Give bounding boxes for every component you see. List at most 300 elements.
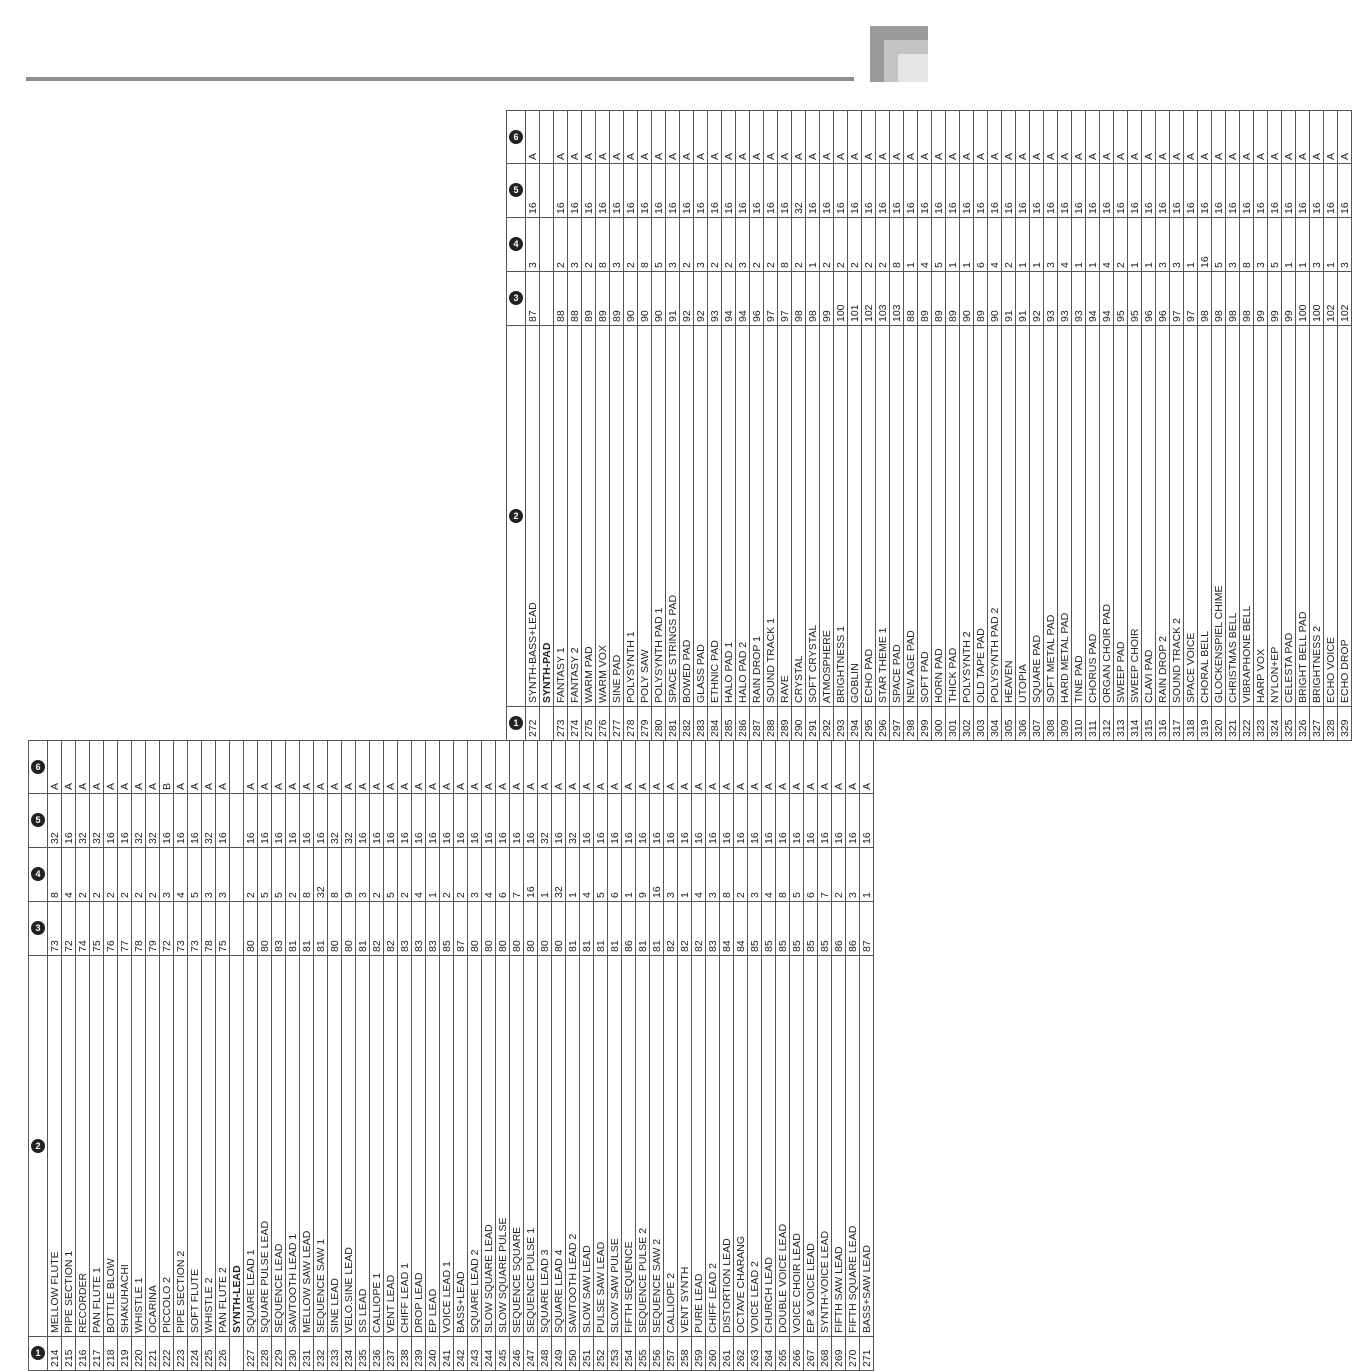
max-polyphony-cell: 16 bbox=[468, 794, 482, 848]
dsp-type-cell: A bbox=[820, 111, 834, 164]
tone-name-cell: SOUND TRACK 1 bbox=[764, 326, 778, 707]
program-change-cell: 85 bbox=[804, 902, 818, 956]
dsp-type-cell: A bbox=[244, 741, 258, 794]
category-row bbox=[230, 741, 244, 1371]
max-polyphony-cell: 16 bbox=[776, 794, 790, 848]
max-polyphony-cell: 16 bbox=[1030, 164, 1044, 218]
tone-number-cell: 322 bbox=[1240, 707, 1254, 741]
table-row bbox=[1338, 111, 1352, 741]
tone-name-cell: FANTASY 2 bbox=[568, 326, 582, 707]
program-change-cell: 99 bbox=[1282, 272, 1296, 326]
tone-number-cell: 309 bbox=[1058, 707, 1072, 741]
dsp-type-cell: B bbox=[160, 741, 174, 794]
dsp-type-cell: A bbox=[258, 741, 272, 794]
tone-number-cell: 217 bbox=[90, 1337, 104, 1371]
tone-name-cell: SOFT FLUTE bbox=[188, 956, 202, 1337]
tone-number-cell: 255 bbox=[636, 1337, 650, 1371]
table-row bbox=[1324, 111, 1338, 741]
max-polyphony-cell: 16 bbox=[890, 164, 904, 218]
dsp-type-cell: A bbox=[1254, 111, 1268, 164]
tone-name-cell: POLYSYNTH 1 bbox=[624, 326, 638, 707]
tone-number-cell: 276 bbox=[596, 707, 610, 741]
dsp-type-cell: A bbox=[342, 741, 356, 794]
tone-name-cell: SLOW SAW PULSE bbox=[608, 956, 622, 1337]
tone-name-cell: SEQUENCE PULSE 1 bbox=[524, 956, 538, 1337]
dsp-type-cell: A bbox=[580, 741, 594, 794]
bank-msb-cell: 2 bbox=[1114, 218, 1128, 272]
program-change-cell: 98 bbox=[806, 272, 820, 326]
bank-msb-cell: 2 bbox=[582, 218, 596, 272]
bank-msb-cell: 9 bbox=[636, 848, 650, 902]
max-polyphony-cell: 16 bbox=[526, 164, 540, 218]
bank-msb-cell: 3 bbox=[526, 218, 540, 272]
tone-number-cell: 232 bbox=[314, 1337, 328, 1371]
max-polyphony-cell: 16 bbox=[426, 794, 440, 848]
program-change-cell bbox=[230, 902, 244, 956]
table-row bbox=[244, 741, 258, 1371]
table-row bbox=[666, 111, 680, 741]
table-row bbox=[624, 111, 638, 741]
bank-msb-cell: 6 bbox=[974, 218, 988, 272]
tone-number-cell: 316 bbox=[1156, 707, 1170, 741]
dsp-type-cell: A bbox=[1226, 111, 1240, 164]
bank-msb-cell: 3 bbox=[736, 218, 750, 272]
program-change-cell: 85 bbox=[818, 902, 832, 956]
bank-msb-cell: 5 bbox=[652, 218, 666, 272]
tone-name-cell: FIFTH SEQUENCE bbox=[622, 956, 636, 1337]
table-row bbox=[932, 111, 946, 741]
dsp-type-cell: A bbox=[666, 111, 680, 164]
program-change-cell: 81 bbox=[594, 902, 608, 956]
dsp-type-cell: A bbox=[552, 741, 566, 794]
table-row bbox=[146, 741, 160, 1371]
table-row bbox=[750, 111, 764, 741]
tone-number-cell: 329 bbox=[1338, 707, 1352, 741]
column-header-4 bbox=[29, 848, 48, 902]
tone-name-cell: PULSE SAW LEAD bbox=[594, 956, 608, 1337]
table-row bbox=[356, 741, 370, 1371]
max-polyphony-cell: 16 bbox=[666, 164, 680, 218]
table-row bbox=[594, 741, 608, 1371]
table-row bbox=[708, 111, 722, 741]
max-polyphony-cell: 16 bbox=[622, 794, 636, 848]
program-change-cell: 88 bbox=[904, 272, 918, 326]
table-row bbox=[860, 741, 874, 1371]
table-row bbox=[468, 741, 482, 1371]
table-row bbox=[202, 741, 216, 1371]
bank-msb-cell: 2 bbox=[624, 218, 638, 272]
column-header-2 bbox=[29, 956, 48, 1337]
tone-name-cell: MELLOW SAW LEAD bbox=[300, 956, 314, 1337]
table-row bbox=[1184, 111, 1198, 741]
dsp-type-cell: A bbox=[1072, 111, 1086, 164]
table-row bbox=[762, 741, 776, 1371]
program-change-cell: 72 bbox=[160, 902, 174, 956]
program-change-cell: 98 bbox=[1212, 272, 1226, 326]
bank-msb-cell: 5 bbox=[272, 848, 286, 902]
max-polyphony-cell: 32 bbox=[90, 794, 104, 848]
tone-number-cell: 314 bbox=[1128, 707, 1142, 741]
tone-number-cell: 243 bbox=[468, 1337, 482, 1371]
bank-msb-cell: 2 bbox=[398, 848, 412, 902]
tone-number-cell: 291 bbox=[806, 707, 820, 741]
tone-number-cell: 259 bbox=[692, 1337, 706, 1371]
table-row bbox=[1058, 111, 1072, 741]
table-row bbox=[792, 111, 806, 741]
table-row bbox=[904, 111, 918, 741]
tone-number-cell: 277 bbox=[610, 707, 624, 741]
tone-number-cell: 239 bbox=[412, 1337, 426, 1371]
bank-msb-cell: 5 bbox=[384, 848, 398, 902]
bank-msb-cell: 1 bbox=[946, 218, 960, 272]
tone-number-cell: 219 bbox=[118, 1337, 132, 1371]
tone-number-cell: 229 bbox=[272, 1337, 286, 1371]
tone-name-cell: PAN FLUTE 1 bbox=[90, 956, 104, 1337]
tone-name-cell: VIBRAPHONE BELL bbox=[1240, 326, 1254, 707]
table-row bbox=[610, 111, 624, 741]
table-row bbox=[566, 741, 580, 1371]
tone-name-cell: WHISTLE 1 bbox=[132, 956, 146, 1337]
bank-msb-cell: 2 bbox=[118, 848, 132, 902]
table-row bbox=[482, 741, 496, 1371]
program-change-cell: 73 bbox=[188, 902, 202, 956]
dsp-type-cell: A bbox=[524, 741, 538, 794]
tone-number-cell: 311 bbox=[1086, 707, 1100, 741]
program-change-cell: 80 bbox=[538, 902, 552, 956]
bank-msb-cell: 1 bbox=[538, 848, 552, 902]
tone-name-cell: HALO PAD 1 bbox=[722, 326, 736, 707]
table-row bbox=[652, 111, 666, 741]
max-polyphony-cell: 16 bbox=[904, 164, 918, 218]
tone-number-cell: 218 bbox=[104, 1337, 118, 1371]
max-polyphony-cell: 16 bbox=[680, 164, 694, 218]
program-change-cell: 89 bbox=[918, 272, 932, 326]
bank-msb-cell: 1 bbox=[1128, 218, 1142, 272]
max-polyphony-cell: 16 bbox=[1282, 164, 1296, 218]
tone-number-cell: 249 bbox=[552, 1337, 566, 1371]
dsp-type-cell: A bbox=[608, 741, 622, 794]
max-polyphony-cell: 16 bbox=[610, 164, 624, 218]
tone-name-cell: CHORUS PAD bbox=[1086, 326, 1100, 707]
max-polyphony-cell: 32 bbox=[328, 794, 342, 848]
dsp-type-cell: A bbox=[932, 111, 946, 164]
bank-msb-cell: 3 bbox=[1310, 218, 1324, 272]
tone-number-cell: 288 bbox=[764, 707, 778, 741]
table-row bbox=[568, 111, 582, 741]
tone-name-cell: SINE LEAD bbox=[328, 956, 342, 1337]
max-polyphony-cell: 16 bbox=[1128, 164, 1142, 218]
bank-msb-cell: 3 bbox=[1226, 218, 1240, 272]
dsp-type-cell: A bbox=[62, 741, 76, 794]
tone-number-cell: 224 bbox=[188, 1337, 202, 1371]
bank-msb-cell: 3 bbox=[666, 218, 680, 272]
bank-msb-cell: 3 bbox=[694, 218, 708, 272]
tone-name-cell: BASS+SAW LEAD bbox=[860, 956, 874, 1337]
max-polyphony-cell: 32 bbox=[566, 794, 580, 848]
bank-msb-cell: 8 bbox=[300, 848, 314, 902]
page-tab-marker bbox=[870, 26, 928, 82]
program-change-cell: 77 bbox=[118, 902, 132, 956]
table-row bbox=[1016, 111, 1030, 741]
table-row bbox=[524, 741, 538, 1371]
tone-number-cell: 286 bbox=[736, 707, 750, 741]
tone-number-cell: 233 bbox=[328, 1337, 342, 1371]
max-polyphony-cell: 16 bbox=[1170, 164, 1184, 218]
dsp-type-cell: A bbox=[48, 741, 62, 794]
program-change-cell: 76 bbox=[104, 902, 118, 956]
bank-msb-cell: 2 bbox=[244, 848, 258, 902]
max-polyphony-cell: 16 bbox=[398, 794, 412, 848]
tone-number-cell: 323 bbox=[1254, 707, 1268, 741]
tone-name-cell: TINE PAD bbox=[1072, 326, 1086, 707]
dsp-type-cell: A bbox=[582, 111, 596, 164]
table-row bbox=[62, 741, 76, 1371]
bank-msb-cell: 3 bbox=[1044, 218, 1058, 272]
bank-msb-cell: 2 bbox=[104, 848, 118, 902]
dsp-type-cell: A bbox=[694, 111, 708, 164]
tone-number-cell: 227 bbox=[244, 1337, 258, 1371]
program-change-cell: 90 bbox=[638, 272, 652, 326]
bank-msb-cell: 3 bbox=[216, 848, 230, 902]
bank-msb-cell: 2 bbox=[1002, 218, 1016, 272]
max-polyphony-cell: 16 bbox=[1086, 164, 1100, 218]
tone-number-cell: 274 bbox=[568, 707, 582, 741]
dsp-type-cell: A bbox=[1310, 111, 1324, 164]
program-change-cell: 96 bbox=[1142, 272, 1156, 326]
table-row bbox=[286, 741, 300, 1371]
table-row bbox=[678, 741, 692, 1371]
tone-number-cell: 221 bbox=[146, 1337, 160, 1371]
max-polyphony-cell: 16 bbox=[244, 794, 258, 848]
tone-number-cell: 287 bbox=[750, 707, 764, 741]
tone-name-cell: PAN FLUTE 2 bbox=[216, 956, 230, 1337]
tone-number-cell: 313 bbox=[1114, 707, 1128, 741]
column-number-badge: 1 bbox=[31, 1347, 45, 1361]
dsp-type-cell: A bbox=[1086, 111, 1100, 164]
program-change-cell: 97 bbox=[1170, 272, 1184, 326]
max-polyphony-cell: 16 bbox=[496, 794, 510, 848]
tone-name-cell: SPACE STRINGS PAD bbox=[666, 326, 680, 707]
tone-name-cell: SQUARE LEAD 3 bbox=[538, 956, 552, 1337]
tone-number-cell: 303 bbox=[974, 707, 988, 741]
program-change-cell: 80 bbox=[328, 902, 342, 956]
program-change-cell: 99 bbox=[1268, 272, 1282, 326]
table-row bbox=[1198, 111, 1212, 741]
program-change-cell: 83 bbox=[272, 902, 286, 956]
column-number-badge: 2 bbox=[31, 1139, 45, 1153]
max-polyphony-cell: 16 bbox=[300, 794, 314, 848]
program-change-cell: 97 bbox=[778, 272, 792, 326]
table-row bbox=[790, 741, 804, 1371]
max-polyphony-cell: 16 bbox=[764, 164, 778, 218]
bank-msb-cell: 3 bbox=[568, 218, 582, 272]
tone-number-cell bbox=[230, 1337, 244, 1371]
dsp-type-cell: A bbox=[1296, 111, 1310, 164]
table-row bbox=[848, 111, 862, 741]
program-change-cell: 78 bbox=[202, 902, 216, 956]
table-row bbox=[384, 741, 398, 1371]
table-row bbox=[664, 741, 678, 1371]
program-change-cell: 94 bbox=[1086, 272, 1100, 326]
tone-name-cell: SPACE PAD bbox=[890, 326, 904, 707]
max-polyphony-cell: 32 bbox=[202, 794, 216, 848]
program-change-cell: 80 bbox=[524, 902, 538, 956]
tone-name-cell: SYNTH-LEAD bbox=[230, 956, 244, 1337]
max-polyphony-cell: 16 bbox=[160, 794, 174, 848]
max-polyphony-cell: 16 bbox=[1212, 164, 1226, 218]
program-change-cell: 83 bbox=[426, 902, 440, 956]
max-polyphony-cell: 16 bbox=[1184, 164, 1198, 218]
program-change-cell: 96 bbox=[1156, 272, 1170, 326]
bank-msb-cell bbox=[540, 218, 554, 272]
tone-name-cell: POLYSYNTH 2 bbox=[960, 326, 974, 707]
table-row bbox=[1240, 111, 1254, 741]
dsp-type-cell: A bbox=[636, 741, 650, 794]
tone-name-cell: SEQUENCE SAW 2 bbox=[650, 956, 664, 1337]
bank-msb-cell: 3 bbox=[846, 848, 860, 902]
tone-name-cell: EP & VOICE LEAD bbox=[804, 956, 818, 1337]
dsp-type-cell: A bbox=[1240, 111, 1254, 164]
table-body bbox=[48, 741, 874, 1371]
program-change-cell: 98 bbox=[1240, 272, 1254, 326]
dsp-type-cell: A bbox=[76, 741, 90, 794]
tone-name-cell: GOBLIN bbox=[848, 326, 862, 707]
program-change-cell: 97 bbox=[1184, 272, 1198, 326]
tone-name-cell: SINE PAD bbox=[610, 326, 624, 707]
max-polyphony-cell: 16 bbox=[750, 164, 764, 218]
max-polyphony-cell: 16 bbox=[960, 164, 974, 218]
table-row bbox=[834, 111, 848, 741]
bank-msb-cell: 1 bbox=[622, 848, 636, 902]
max-polyphony-cell: 16 bbox=[806, 164, 820, 218]
table-row bbox=[832, 741, 846, 1371]
bank-msb-cell: 4 bbox=[1100, 218, 1114, 272]
bank-msb-cell: 1 bbox=[1184, 218, 1198, 272]
max-polyphony-cell: 16 bbox=[188, 794, 202, 848]
bank-msb-cell: 2 bbox=[680, 218, 694, 272]
dsp-type-cell: A bbox=[750, 111, 764, 164]
column-number-badge: 4 bbox=[509, 238, 523, 252]
program-change-cell: 83 bbox=[412, 902, 426, 956]
dsp-type-cell: A bbox=[1156, 111, 1170, 164]
column-number-badge: 3 bbox=[31, 922, 45, 936]
max-polyphony-cell bbox=[540, 164, 554, 218]
table-row bbox=[1296, 111, 1310, 741]
table-row bbox=[1310, 111, 1324, 741]
bank-msb-cell: 4 bbox=[692, 848, 706, 902]
max-polyphony-cell: 16 bbox=[524, 794, 538, 848]
bank-msb-cell: 8 bbox=[328, 848, 342, 902]
max-polyphony-cell: 16 bbox=[356, 794, 370, 848]
tone-name-cell: POLYSYNTH PAD 2 bbox=[988, 326, 1002, 707]
column-number-badge: 6 bbox=[31, 760, 45, 774]
dsp-type-cell: A bbox=[708, 111, 722, 164]
dsp-type-cell: A bbox=[1114, 111, 1128, 164]
max-polyphony-cell: 16 bbox=[118, 794, 132, 848]
tone-number-cell: 265 bbox=[776, 1337, 790, 1371]
tone-name-cell: ECHO PAD bbox=[862, 326, 876, 707]
tone-name-cell: SQUARE LEAD 1 bbox=[244, 956, 258, 1337]
program-change-cell: 103 bbox=[876, 272, 890, 326]
tone-name-cell: BRIGHT BELL PAD bbox=[1296, 326, 1310, 707]
bank-msb-cell: 5 bbox=[594, 848, 608, 902]
program-change-cell: 73 bbox=[48, 902, 62, 956]
max-polyphony-cell: 16 bbox=[258, 794, 272, 848]
bank-msb-cell: 1 bbox=[1072, 218, 1086, 272]
dsp-type-cell: A bbox=[188, 741, 202, 794]
dsp-type-cell: A bbox=[818, 741, 832, 794]
tone-number-cell: 271 bbox=[860, 1337, 874, 1371]
program-change-cell: 73 bbox=[174, 902, 188, 956]
bank-msb-cell: 2 bbox=[90, 848, 104, 902]
dsp-type-cell: A bbox=[946, 111, 960, 164]
max-polyphony-cell: 16 bbox=[1254, 164, 1268, 218]
tone-number-cell: 238 bbox=[398, 1337, 412, 1371]
bank-msb-cell: 5 bbox=[258, 848, 272, 902]
bank-msb-cell: 1 bbox=[426, 848, 440, 902]
tone-number-cell: 326 bbox=[1296, 707, 1310, 741]
tone-number-cell: 327 bbox=[1310, 707, 1324, 741]
program-change-cell: 91 bbox=[666, 272, 680, 326]
tone-name-cell: BOWED PAD bbox=[680, 326, 694, 707]
tone-name-cell: POLYSYNTH PAD 1 bbox=[652, 326, 666, 707]
column-header-3 bbox=[507, 272, 526, 326]
tone-name-cell: RAIN DROP 1 bbox=[750, 326, 764, 707]
dsp-type-cell: A bbox=[1212, 111, 1226, 164]
tone-name-cell: SEQUENCE SAW 1 bbox=[314, 956, 328, 1337]
dsp-type-cell: A bbox=[566, 741, 580, 794]
max-polyphony-cell: 16 bbox=[932, 164, 946, 218]
bank-msb-cell: 2 bbox=[848, 218, 862, 272]
dsp-type-cell: A bbox=[1198, 111, 1212, 164]
program-change-cell: 94 bbox=[722, 272, 736, 326]
tone-name-cell: POLY SAW bbox=[638, 326, 652, 707]
column-number-badge: 4 bbox=[31, 868, 45, 882]
bank-msb-cell: 6 bbox=[496, 848, 510, 902]
tone-name-cell: FANTASY 1 bbox=[554, 326, 568, 707]
bank-msb-cell: 8 bbox=[1240, 218, 1254, 272]
tone-number-cell: 295 bbox=[862, 707, 876, 741]
bank-msb-cell: 2 bbox=[764, 218, 778, 272]
column-number-badge: 5 bbox=[509, 184, 523, 198]
column-number-badge: 6 bbox=[509, 130, 523, 144]
tone-number-cell: 240 bbox=[426, 1337, 440, 1371]
dsp-type-cell: A bbox=[860, 741, 874, 794]
column-number-badge: 2 bbox=[509, 509, 523, 523]
bank-msb-cell: 32 bbox=[552, 848, 566, 902]
tone-number-cell: 282 bbox=[680, 707, 694, 741]
tone-name-cell: VENT SYNTH bbox=[678, 956, 692, 1337]
program-change-cell: 91 bbox=[1002, 272, 1016, 326]
max-polyphony-cell: 32 bbox=[792, 164, 806, 218]
bank-msb-cell: 5 bbox=[188, 848, 202, 902]
tone-name-cell: SOFT PAD bbox=[918, 326, 932, 707]
max-polyphony-cell: 16 bbox=[568, 164, 582, 218]
dsp-type-cell: A bbox=[440, 741, 454, 794]
dsp-type-cell: A bbox=[554, 111, 568, 164]
bank-msb-cell: 2 bbox=[876, 218, 890, 272]
table-row bbox=[272, 741, 286, 1371]
bank-msb-cell: 3 bbox=[748, 848, 762, 902]
dsp-type-cell: A bbox=[118, 741, 132, 794]
dsp-type-cell: A bbox=[988, 111, 1002, 164]
table-row bbox=[720, 741, 734, 1371]
dsp-type-cell: A bbox=[834, 111, 848, 164]
bank-msb-cell: 1 bbox=[1030, 218, 1044, 272]
tone-number-cell: 214 bbox=[48, 1337, 62, 1371]
program-change-cell: 85 bbox=[748, 902, 762, 956]
tone-number-cell: 235 bbox=[356, 1337, 370, 1371]
